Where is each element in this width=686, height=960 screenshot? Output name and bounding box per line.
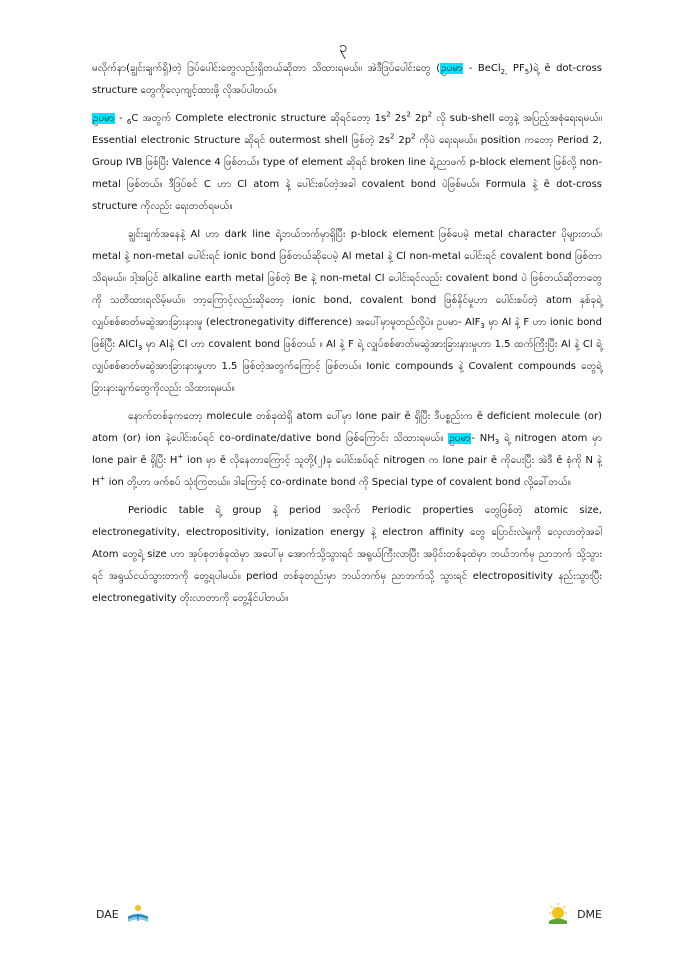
text-run: မလိုက်နာ(ချွင်းချက်ရှိ)တဲ့ ဒြပ်ပေါင်းတွေလည်းရှိတယ်ဆိုတာ သိထားရမယ်။ အဲဒီဒြပ်ပေါင်းတွေ (	[92, 63, 441, 74]
subscript: 3	[494, 438, 500, 446]
superscript: +	[99, 474, 106, 483]
paragraph	[92, 406, 602, 494]
footer-right-label: DME	[577, 907, 602, 921]
text-run: - BeCl	[463, 63, 501, 74]
text-run: 2p	[410, 113, 428, 124]
text-run: နောက်တစ်ခုကတော့ molecule တစ်ခုထဲရှိ atom ပေါ်မှာ lone pair ē ရှိပြီး ဒီပစ္စည်းက ē deficient molecule (or) atom (or) ion နဲ့ပေါင်းစပ်ရင် co-ordinate/dative bond ဖြစ်ကြောင်း သိထားရမယ်။	[92, 411, 602, 444]
paragraph	[92, 500, 602, 610]
text-run: 2s	[390, 113, 407, 124]
text-run: )ရဲ့ ē dot-cross structure တွေကိုလေ့ကျင့်ထားဖို့ လိုအပ်ပါတယ်။	[92, 63, 602, 96]
superscript: 2	[411, 132, 416, 141]
page-number: ၃	[338, 38, 348, 56]
text-run: ion တို့ဟာ ဖက်စပ် သုံးကြတယ်။ ဒါကြောင့် co-ordinate bond ကို Special type of covalent bond လို့ခေါ်တယ်။	[105, 477, 571, 488]
text-run: ရဲ့ nitrogen atom မှာ lone pair ē ရှိပြီး H	[92, 433, 603, 466]
footer-right	[545, 902, 602, 926]
document-body	[92, 58, 602, 616]
highlight-example: ဥပမာ	[449, 433, 471, 444]
text-run: ion မှာ ē လိုနေတာကြောင့် သူတို့(၂)ခု ပေါင်းစပ်ရင် nitrogen က lone pair ē ကိုပေးပြီး အဲဒီ ē စုံကို N နဲ့ H	[92, 455, 602, 488]
superscript: 2	[427, 110, 433, 119]
text-run: -	[115, 113, 127, 124]
text-run: ချွင်းချက်အနေနဲ့ Al ဟာ dark line ရဲ့ဘယ်ဘက်မှာရှိပြီး p-block element ဖြစ်ပေမဲ့ metal character ပိုများတယ်၊ metal နဲ့ non-metal ပေါင်းရင် ionic bond ဖြစ်တယ်ဆိုပေမဲ့ Al metal နဲ့ Cl non-metal ပေါင်းရင် covalent bond ဖြစ်တာသိရမယ်။ ဒါ့အပြင် alkaline earth metal ဖြစ်တဲ့ Be နဲ့ non-metal Cl ပေါင်းရင်လည်း covalent bond ပဲ ဖြစ်တယ်ဆိုတာတွေကို သတိထားရလိမ့်မယ်။ ဘာ့ကြောင့်လည်းဆိုတော့ ionic bond, covalent bond ဖြစ်နိုင်မှုဟာ ပေါင်းစပ်တဲ့ atom နှစ်ခုရဲ့ လျှပ်စစ်ဓာတ်မဆွဲအားခြားနားမှု (electronegativity difference) အပေါ်မှာမူတည်လို့ပဲ။ ဥပမာ- AlF	[92, 229, 602, 328]
highlight-example: ဥပမာ	[93, 113, 115, 124]
footer-left-label: DAE	[96, 907, 119, 921]
text-run: ကိုပဲ ရေးရမယ်။ position ကတော့ Period 2, Group IVB ဖြစ်ပြီး Valence 4 ဖြစ်တယ်။ type of element ဆိုရင် broken line ရဲ့ညာဖက် p-block element ဖြစ်လို့ non-metal ဖြစ်တယ်။ ဒီဒြပ်စင် C ဟာ Cl atom နဲ့ ပေါင်းစပ်တဲ့အခါ covalent bond ပဲဖြစ်မယ်။ Formula နဲ့ ē dot-cross structure ကိုလည်း ရေးတတ်ရမယ်။	[92, 135, 602, 212]
text-run: မှာ Al နဲ့ F ဟာ ionic bond ဖြစ်ပြီး AlCl	[92, 317, 602, 350]
text-run: - NH	[471, 433, 495, 444]
paragraph	[92, 108, 602, 218]
footer-left	[96, 902, 151, 926]
text-run: Periodic table ရဲ့ group နဲ့ period အလိုက် Periodic properties တွေဖြစ်တဲ့ atomic size, electronegativity, electropositivity, ionization energy နဲ့ electron affinity တွေ ပြောင်းလဲမှုကို လေ့လာတဲ့အခါ Atom တွေရဲ့ size ဟာ အုပ်စုတစ်ခုထဲမှာ အပေါ်မှ အောက်သို့သွားရင် အရွယ်ကြီးလာပြီး အပိုင်းတစ်ခုထဲမှာ ဘယ်ဘက်မှ ညာဘက် သို့သွားရင် အရွယ်ငယ်သွားတာကို တွေ့ရပါမယ်။ period တစ်ခုတည်းမှာ ဘယ်ဘက်မှ ညာဘက်သို့ သွားရင် electropositivity နည်းသွားပြီး electronegativity တိုးလာတာကို တွေ့နိုင်ပါတယ်။	[92, 505, 602, 604]
subscript: 6	[126, 118, 132, 126]
book-logo-icon	[125, 902, 151, 926]
text-run: C အတွက် Complete electronic structure ဆိုရင်တော့ 1s	[131, 113, 387, 124]
text-run: မှာ Alနဲ့ Cl ဟာ covalent bond ဖြစ်တယ် ။ Al နဲ့ F ရဲ့ လျှပ်စစ်ဓာတ်မဆွဲအားခြားနားမှုဟာ 1.5 ထက်ကြီးပြီး Al နဲ့ Cl ရဲ့ လျှပ်စစ်ဓာတ်မဆွဲအားခြားနားမှုဟာ 1.5 ဖြစ်တဲ့အတွက်ကြောင့် ဖြစ်တယ်။ Ionic compounds နဲ့ Covalent compounds တွေရဲ့ ခြားနားချက်တွေကိုလည်း သိထားရမယ်။	[92, 339, 602, 394]
superscript: +	[177, 452, 184, 461]
highlight-example: ဥပမာ	[441, 63, 463, 74]
superscript: 2	[406, 110, 411, 119]
superscript: 2	[390, 132, 395, 141]
text-run: လို sub-shell တွေနဲ့ အပြည့်အစုံရေးရမယ်။ Essential electronic Structure ဆိုရင် outermost shell ဖြစ်တဲ့ 2s	[92, 113, 602, 146]
text-run: PF	[507, 63, 525, 74]
subscript: 3	[480, 322, 485, 330]
paragraph	[92, 224, 602, 400]
superscript: 2	[386, 110, 391, 119]
subscript: 2,	[500, 68, 508, 76]
paragraph	[92, 58, 602, 102]
subscript: 3	[137, 344, 143, 352]
subscript: 5	[524, 68, 530, 76]
sun-logo-icon	[545, 902, 571, 926]
text-run: 2p	[394, 135, 412, 146]
